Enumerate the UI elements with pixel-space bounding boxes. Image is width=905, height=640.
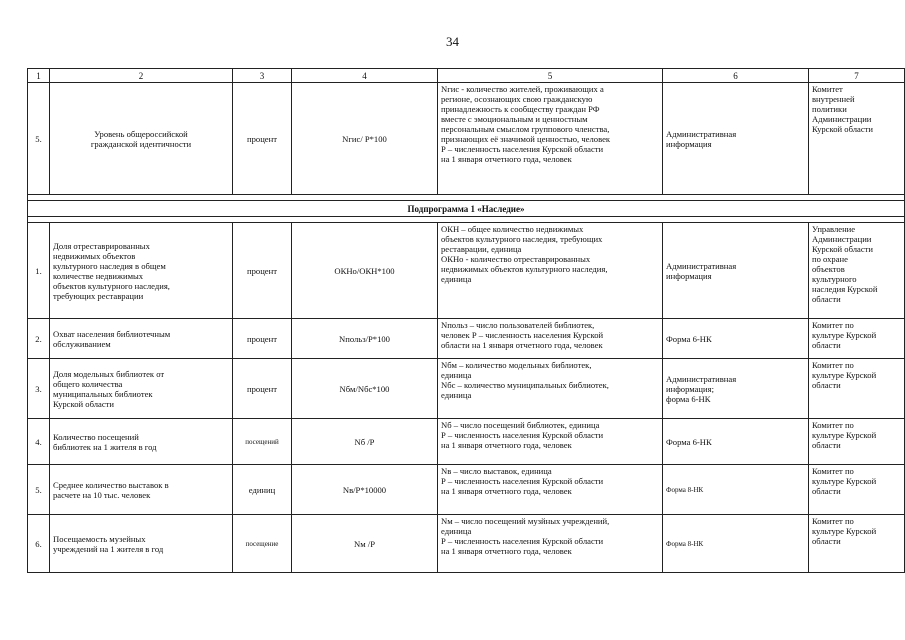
unit: процент <box>233 319 292 359</box>
text-line: области <box>812 536 841 546</box>
table-row <box>28 359 905 419</box>
column-header: 4 <box>292 69 438 83</box>
responsible <box>809 515 905 573</box>
row-number: 1. <box>28 223 50 319</box>
text-line: библиотек на 1 жителя в год <box>53 441 157 452</box>
data-source <box>663 223 809 319</box>
text-line: Доля отреставрированных <box>53 240 150 251</box>
text-line: области на 1 января отчетного года, человек <box>441 340 603 350</box>
data-source <box>663 319 809 359</box>
text-line: политики <box>812 104 847 114</box>
row-number: 2. <box>28 319 50 359</box>
text-line: Nпольз – число пользователей библиотек, <box>441 320 595 330</box>
text-line: Административная <box>666 128 737 139</box>
page-number: 34 <box>446 34 459 49</box>
table-row <box>28 465 905 515</box>
text-line: наследия Курской <box>812 284 878 294</box>
text-line: культуре Курской <box>812 330 877 340</box>
text-line: Среднее количество выставок в <box>53 479 169 490</box>
description <box>438 223 663 319</box>
text-line: Курской области <box>812 244 874 254</box>
text-line: расчете на 10 тыс. человек <box>53 489 151 500</box>
unit: процент <box>233 83 292 195</box>
formula: Nбм/Nбс*100 <box>292 359 438 419</box>
text-line: регионе, осознающих свою гражданскую <box>441 94 593 104</box>
data-source <box>663 419 809 465</box>
description <box>438 419 663 465</box>
text-line: Административная <box>666 373 737 384</box>
text-line: культуре Курской <box>812 526 877 536</box>
text-line: гражданской идентичности <box>90 138 192 149</box>
text-line: Администрации <box>812 114 872 124</box>
responsible <box>809 465 905 515</box>
text-line: признающих её значимой ценностью, человек <box>441 134 611 144</box>
text-line: объектов <box>812 264 845 274</box>
text-line: на 1 января отчетного года, человек <box>441 486 572 496</box>
text-line: Посещаемость музейных <box>53 533 146 544</box>
indicator-name <box>50 465 233 515</box>
description <box>438 83 663 195</box>
responsible <box>809 83 905 195</box>
text-line: реставрации, единица <box>441 244 522 254</box>
text-line: ОКНо - количество отреставрированных <box>441 254 591 264</box>
responsible <box>809 359 905 419</box>
text-line: объектов культурного наследия, <box>53 280 170 291</box>
text-line: Nбм – количество модельных библиотек, <box>441 360 592 370</box>
text-line: Комитет <box>812 84 843 94</box>
text-line: по охране <box>812 254 848 264</box>
text-line: Охват населения библиотечным <box>53 328 171 339</box>
formula: Nм /Р <box>292 515 438 573</box>
text-line: человек Р – численность населения Курской <box>441 330 604 340</box>
description <box>438 319 663 359</box>
table-row <box>28 223 905 319</box>
text-line: области <box>812 340 841 350</box>
text-line: области <box>812 294 841 304</box>
data-source <box>663 359 809 419</box>
description <box>438 465 663 515</box>
description <box>438 359 663 419</box>
text-line: Р – численность населения Курской области <box>441 430 604 440</box>
indicators-table <box>27 68 905 573</box>
indicator-name <box>50 319 233 359</box>
indicator-name <box>50 359 233 419</box>
text-line: информация; <box>666 383 714 394</box>
text-line: Комитет по <box>812 516 854 526</box>
text-line: Комитет по <box>812 466 854 476</box>
text-line: Р – численность населения Курской области <box>441 536 604 546</box>
column-header: 1 <box>28 69 50 83</box>
unit: процент <box>233 223 292 319</box>
text-line: форма 6-НК <box>666 393 711 404</box>
unit: единиц <box>233 465 292 515</box>
text-line: недвижимых объектов культурного наследия, <box>441 264 608 274</box>
text-line: единица <box>441 370 472 380</box>
text-line: Форма 8-НК <box>666 539 704 548</box>
column-header: 2 <box>50 69 233 83</box>
formula: Nб /Р <box>292 419 438 465</box>
data-source <box>663 515 809 573</box>
text-line: ОКН – общее количество недвижимых <box>441 224 584 234</box>
row-number: 5. <box>28 83 50 195</box>
text-line: Nб – число посещений библиотек, единица <box>441 420 600 430</box>
table-row <box>28 83 905 195</box>
formula: ОКНо/ОКН*100 <box>292 223 438 319</box>
text-line: единица <box>441 390 472 400</box>
text-line: Управление <box>812 224 856 234</box>
text-line: Р – численность населения Курской области <box>441 476 604 486</box>
responsible <box>809 419 905 465</box>
text-line: общего количества <box>53 378 123 389</box>
text-line: Форма 6-НК <box>666 436 712 447</box>
text-line: Форма 8-НК <box>666 485 704 494</box>
row-number: 6. <box>28 515 50 573</box>
responsible <box>809 223 905 319</box>
text-line: персональным смыслом группового членства, <box>441 124 610 134</box>
indicator-name <box>50 223 233 319</box>
text-line: обслуживанием <box>53 338 111 349</box>
unit: посещение <box>233 515 292 573</box>
column-number-row <box>28 69 905 83</box>
text-line: муниципальных библиотек <box>53 388 153 399</box>
text-line: единица <box>441 274 472 284</box>
text-line: Количество посещений <box>53 431 139 442</box>
column-header: 6 <box>663 69 809 83</box>
table-row <box>28 419 905 465</box>
section-header-row <box>28 201 905 217</box>
row-number: 5. <box>28 465 50 515</box>
text-line: Nгис - количество жителей, проживающих а <box>441 84 604 94</box>
text-line: Nм – число посещений музйных учреждений, <box>441 516 610 526</box>
text-line: Комитет по <box>812 360 854 370</box>
text-line: Курской области <box>53 398 115 409</box>
text-line: Комитет по <box>812 320 854 330</box>
column-header: 5 <box>438 69 663 83</box>
indicator-name <box>50 515 233 573</box>
text-line: области <box>812 380 841 390</box>
formula: Nв/Р*10000 <box>292 465 438 515</box>
text-line: культуре Курской <box>812 430 877 440</box>
row-number: 3. <box>28 359 50 419</box>
text-line: недвижимых объектов <box>53 250 136 261</box>
data-source <box>663 83 809 195</box>
text-line: вместе с эмоциональным и ценностным <box>441 114 588 124</box>
text-line: требующих реставрации <box>53 290 144 301</box>
text-line: единица <box>441 526 472 536</box>
text-line: культурного наследия в общем <box>53 260 166 271</box>
indicator-name <box>50 83 233 195</box>
indicator-name <box>50 419 233 465</box>
text-line: принадлежность к сообществу граждан РФ <box>441 104 600 114</box>
text-line: Курской области <box>812 124 874 134</box>
row-number: 4. <box>28 419 50 465</box>
text-line: области <box>812 440 841 450</box>
text-line: на 1 января отчетного года, человек <box>441 154 572 164</box>
table-row <box>28 319 905 359</box>
responsible <box>809 319 905 359</box>
text-line: Административная <box>666 260 737 271</box>
data-source <box>663 465 809 515</box>
text-line: Администрации <box>812 234 872 244</box>
column-header: 3 <box>233 69 292 83</box>
formula: Nпольз/Р*100 <box>292 319 438 359</box>
text-line: на 1 января отчетного года, человек <box>441 440 572 450</box>
text-line: Уровень общероссийской <box>94 128 188 139</box>
text-line: объектов культурного наследия, требующих <box>441 234 603 244</box>
unit: посещений <box>233 419 292 465</box>
text-line: Nбс – количество муниципальных библиотек, <box>441 380 609 390</box>
text-line: области <box>812 486 841 496</box>
text-line: культурного <box>812 274 857 284</box>
text-line: Форма 6-НК <box>666 333 712 344</box>
text-line: культуре Курской <box>812 476 877 486</box>
text-line: Р – численность населения Курской области <box>441 144 604 154</box>
description <box>438 515 663 573</box>
section-title: Подпрограмма 1 «Наследие» <box>28 201 905 217</box>
text-line: Комитет по <box>812 420 854 430</box>
text-line: Nв – число выставок, единица <box>441 466 552 476</box>
text-line: культуре Курской <box>812 370 877 380</box>
text-line: Доля модельных библиотек от <box>53 368 165 379</box>
unit: процент <box>233 359 292 419</box>
text-line: на 1 января отчетного года, человек <box>441 546 572 556</box>
table-row <box>28 515 905 573</box>
text-line: информация <box>666 138 712 149</box>
formula: Nгис/ P*100 <box>292 83 438 195</box>
text-line: информация <box>666 270 712 281</box>
column-header: 7 <box>809 69 905 83</box>
text-line: количестве недвижимых <box>53 270 144 281</box>
text-line: внутренней <box>812 94 855 104</box>
text-line: учреждений на 1 жителя в год <box>53 543 164 554</box>
